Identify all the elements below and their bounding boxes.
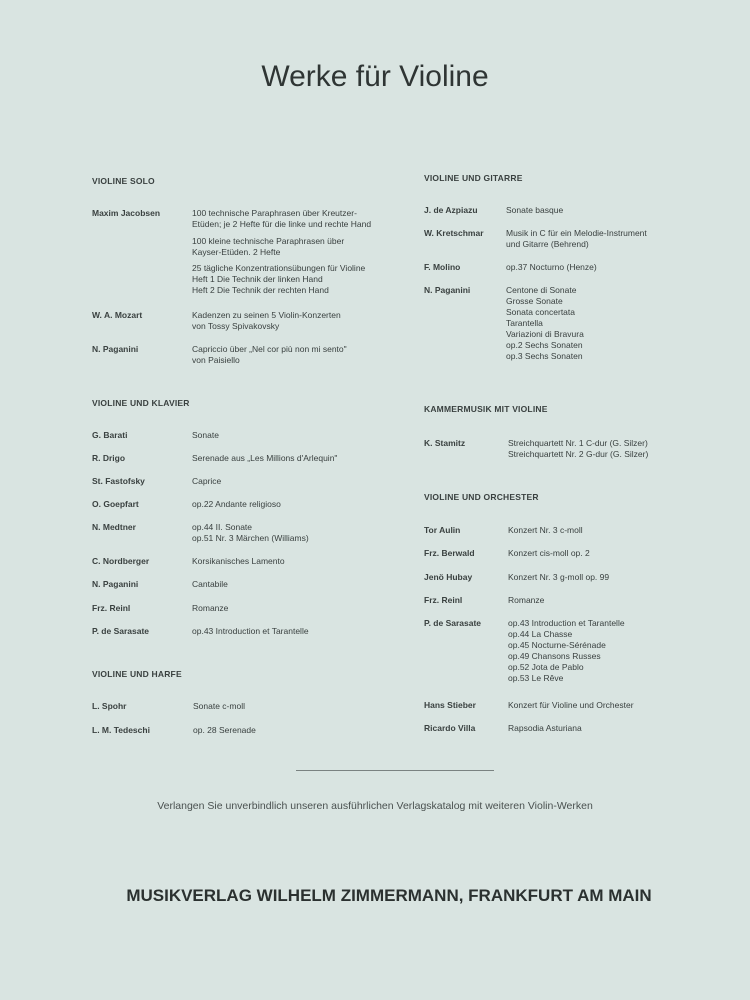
composer-name: J. de Azpiazu <box>424 205 478 215</box>
work-line: Rapsodia Asturiana <box>508 723 582 733</box>
section-violine-harfe <box>92 669 412 735</box>
work-line: Centone di Sonate <box>506 285 577 295</box>
work-line: op.43 Introduction et Tarantelle <box>192 626 309 636</box>
composer-name: G. Barati <box>92 430 128 440</box>
work-line: Sonate basque <box>506 205 564 215</box>
composer-name: N. Paganini <box>92 579 139 589</box>
work-line: Konzert Nr. 3 g-moll op. 99 <box>508 572 610 582</box>
work-list <box>508 595 544 606</box>
work-list <box>192 626 309 637</box>
work-list <box>192 522 309 544</box>
section-kammermusik <box>424 404 724 459</box>
work-line: Konzert Nr. 3 c-moll <box>508 525 583 535</box>
composer-name: C. Nordberger <box>92 556 150 566</box>
work-line: Romanze <box>192 603 229 613</box>
composer-name: Frz. Reinl <box>424 595 463 605</box>
work-line: Cantabile <box>192 579 228 589</box>
work-list <box>508 525 583 536</box>
composer-name: Jenö Hubay <box>424 572 473 582</box>
work-list <box>506 205 563 216</box>
work-list <box>192 579 228 590</box>
work-list <box>506 285 584 362</box>
composer-name: R. Drigo <box>92 453 126 463</box>
work-line: Serenade aus „Les Millions d'Arlequin" <box>192 453 338 463</box>
work-line: Musik in C für ein Melodie-Instrument <box>506 228 647 238</box>
work-line: op.43 Introduction et Tarantelle <box>508 618 625 628</box>
work-line: Sonata concertata <box>506 307 575 317</box>
page-title: Werke für Violine <box>261 60 489 93</box>
work-line: Tarantella <box>506 318 543 328</box>
work-line: Variazioni di Bravura <box>506 329 584 339</box>
work-line: op.51 Nr. 3 Märchen (Williams) <box>192 533 309 543</box>
work-line: op. 28 Serenade <box>193 725 256 735</box>
work-list <box>508 723 582 734</box>
composer-name: L. M. Tedeschi <box>92 725 150 735</box>
composer-name: St. Fastofsky <box>92 476 145 486</box>
work-line: 25 tägliche Konzentrationsübungen für Violine <box>192 263 366 273</box>
work-list <box>192 310 341 332</box>
work-list <box>192 476 221 487</box>
section-violine-klavier <box>92 398 412 636</box>
composer-name: L. Spohr <box>92 701 127 711</box>
composer-name: W. Kretschmar <box>424 228 484 238</box>
composer-name: W. A. Mozart <box>92 310 143 320</box>
work-line: Etüden; je 2 Hefte für die linke und rechte Hand <box>192 219 372 229</box>
composer-name: F. Molino <box>424 262 461 272</box>
work-list <box>193 725 256 736</box>
section-violine-gitarre <box>424 173 724 361</box>
composer-name: N. Paganini <box>424 285 471 295</box>
composer-name: Hans Stieber <box>424 700 476 710</box>
section-heading: VIOLINE UND HARFE <box>92 669 182 679</box>
work-list <box>508 548 590 559</box>
section-violine-solo <box>92 176 412 365</box>
section-violine-orchester <box>424 492 724 733</box>
work-line: op.49 Chansons Russes <box>508 651 601 661</box>
composer-name: K. Stamitz <box>424 438 466 448</box>
work-list <box>192 263 365 296</box>
composer-name: Frz. Reinl <box>92 603 131 613</box>
work-line: von Paisiello <box>192 355 240 365</box>
work-list <box>192 556 285 567</box>
work-list <box>192 499 281 510</box>
work-line: Capriccio über „Nel cor più non mi sento" <box>192 344 347 354</box>
composer-name: O. Goepfart <box>92 499 139 509</box>
work-line: Heft 2 Die Technik der rechten Hand <box>192 285 329 295</box>
work-line: op.52 Jota de Pablo <box>508 662 584 672</box>
work-list <box>508 438 648 460</box>
work-line: op.2 Sechs Sonaten <box>506 340 583 350</box>
work-line: Streichquartett Nr. 1 C-dur (G. Silzer) <box>508 438 648 448</box>
composer-name: P. de Sarasate <box>92 626 150 636</box>
work-line: Sonate c-moll <box>193 701 245 711</box>
work-line: Konzert cis-moll op. 2 <box>508 548 590 558</box>
work-list <box>193 701 245 712</box>
catalog-note: Verlangen Sie unverbindlich unseren ausführlichen Verlagskatalog mit weiteren Violin-Werken <box>157 800 593 812</box>
work-line: op.37 Nocturno (Henze) <box>506 262 597 272</box>
work-line: 100 kleine technische Paraphrasen über <box>192 236 345 246</box>
work-line: Streichquartett Nr. 2 G-dur (G. Silzer) <box>508 449 649 459</box>
work-list <box>508 572 609 583</box>
composer-name: N. Paganini <box>92 344 139 354</box>
work-list <box>192 453 337 464</box>
work-line: Romanze <box>508 595 545 605</box>
work-line: Korsikanisches Lamento <box>192 556 285 566</box>
work-list <box>192 430 219 441</box>
work-list <box>192 236 344 258</box>
work-line: und Gitarre (Behrend) <box>506 239 589 249</box>
work-line: von Tossy Spivakovsky <box>192 321 280 331</box>
composer-name: P. de Sarasate <box>424 618 482 628</box>
work-line: op.53 Le Rêve <box>508 673 564 683</box>
work-line: op.44 II. Sonate <box>192 522 253 532</box>
work-line: Heft 1 Die Technik der linken Hand <box>192 274 323 284</box>
work-line: Grosse Sonate <box>506 296 563 306</box>
work-line: op.3 Sechs Sonaten <box>506 351 583 361</box>
composer-name: N. Medtner <box>92 522 136 532</box>
work-line: Sonate <box>192 430 219 440</box>
composer-name: Ricardo Villa <box>424 723 476 733</box>
section-heading: VIOLINE SOLO <box>92 176 155 186</box>
section-heading: VIOLINE UND GITARRE <box>424 173 523 183</box>
divider <box>296 770 494 771</box>
work-line: Kadenzen zu seinen 5 Violin-Konzerten <box>192 310 341 320</box>
work-list <box>506 262 597 273</box>
work-list <box>192 208 371 230</box>
section-heading: VIOLINE UND KLAVIER <box>92 398 190 408</box>
work-line: Caprice <box>192 476 222 486</box>
work-line: Konzert für Violine und Orchester <box>508 700 634 710</box>
work-list <box>508 700 634 711</box>
work-list <box>192 603 228 614</box>
work-list <box>508 618 625 684</box>
composer-name: Tor Aulin <box>424 525 461 535</box>
work-line: op.22 Andante religioso <box>192 499 281 509</box>
work-line: op.45 Nocturne-Sérénade <box>508 640 606 650</box>
composer-name: Maxim Jacobsen <box>92 208 161 218</box>
section-heading: KAMMERMUSIK MIT VIOLINE <box>424 404 548 414</box>
work-list <box>506 228 647 250</box>
publisher-name: MUSIKVERLAG WILHELM ZIMMERMANN, FRANKFURT AM MAIN <box>126 886 652 905</box>
work-list <box>192 344 347 366</box>
composer-name: Frz. Berwald <box>424 548 475 558</box>
work-line: Kayser-Etüden. 2 Hefte <box>192 247 281 257</box>
work-line: 100 technische Paraphrasen über Kreutzer- <box>192 208 357 218</box>
section-heading: VIOLINE UND ORCHESTER <box>424 492 539 502</box>
work-line: op.44 La Chasse <box>508 629 573 639</box>
